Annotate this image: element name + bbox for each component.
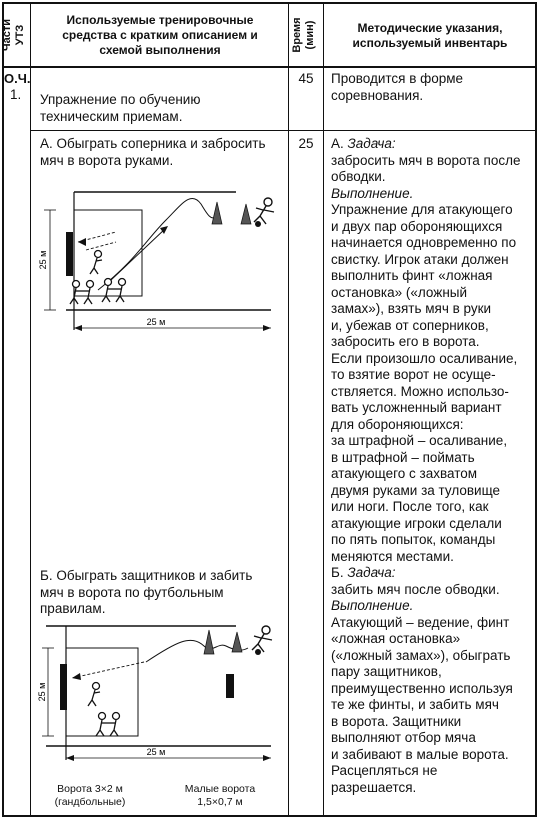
note-competition: Проводится в форме соревнования.	[331, 71, 464, 103]
notes-segment: Упражнение для атакующего и двух пар обороняющихся начинается одновременно по свистку. Игрок атаки должен выполнить финт «ложная остановка» («ложный замах»), взять мяч в руки и, убежав от соперников, забросить его в ворота. Если произошло осаливание, то взятие ворот не осуще- ствляется. Можно использо- вать усложненный вариант для обороняющихся: за штрафной – осаливание, в штрафной – поймать атакующего с захватом двумя руками за туловище или ноги. После того, как атакующие игроки сделали по пять попыток, команды меняются местами. Б.	[331, 202, 518, 580]
notes-segment: забросить мяч в ворота после обводки.	[331, 152, 521, 184]
diagram-a	[36, 180, 286, 350]
attacker-icon	[254, 198, 274, 224]
header-parts: Части УТЗ	[1, 18, 26, 52]
cone-icon	[204, 630, 214, 654]
part-label: О.Ч.	[4, 71, 31, 86]
defender-icon	[88, 683, 100, 707]
time-a: 25	[298, 136, 314, 151]
notes-segment: Атакующий – ведение, финт «ложная остановка» («ложный замах»), обыграть пару защитников, преимущественно используя те же финты, и забить мяч в ворота. Защитники выполняют отбор мяча и забивают в малые ворота. Расцепляться не разрешается.	[331, 614, 513, 795]
defender-icon	[102, 279, 126, 303]
dim-side-b: 25 м	[37, 682, 47, 702]
dim-bottom-b: 25 м	[146, 747, 166, 757]
ball-icon	[255, 221, 261, 227]
notes-segment: забить мяч после обводки.	[331, 581, 500, 597]
dim-bottom-a: 25 м	[146, 317, 166, 327]
exercise-b-title: Б. Обыграть защитников и забить мяч в ворота по футбольным правилам.	[40, 568, 253, 616]
notes-segment: Выполнение.	[331, 185, 414, 201]
handball-goal-icon	[60, 664, 67, 710]
table-border-top	[2, 2, 537, 4]
col-divider-1	[30, 2, 31, 816]
method-notes	[331, 136, 531, 796]
ball-icon	[255, 649, 261, 655]
cone-icon	[232, 632, 242, 652]
exercise-title: Упражнение по обучению техническим приемам.	[40, 92, 201, 124]
time-total: 45	[298, 71, 314, 86]
table-border-bottom	[2, 815, 537, 817]
notes-segment: А.	[331, 136, 348, 151]
cone-icon	[241, 204, 251, 224]
col-divider-2	[288, 2, 289, 816]
header-notes: Методические указания, используемый инвентарь	[352, 21, 508, 50]
exercise-a-title: А. Обыграть соперника и забросить мяч в ворота руками.	[40, 136, 266, 168]
header-means: Используемые тренировочные средства с кратким описанием и схемой выполнения	[62, 13, 258, 57]
dim-side-a: 25 м	[38, 250, 48, 270]
header-time: Время (мин)	[291, 17, 316, 53]
row-divider	[30, 130, 537, 131]
small-goal-icon	[226, 674, 234, 698]
col-divider-3	[323, 2, 324, 816]
cone-icon	[212, 202, 222, 224]
table-border-left	[2, 2, 4, 816]
attacker-icon	[252, 626, 272, 652]
defender-icon	[90, 251, 102, 275]
caption-handball-goal: Ворота 3×2 м (гандбольные)	[54, 783, 126, 808]
handball-goal-icon	[66, 232, 73, 276]
table-border-header	[2, 66, 537, 68]
exercise-index: 1.	[10, 87, 22, 102]
notes-segment: Задача:	[347, 565, 396, 580]
notes-segment: Задача:	[347, 136, 396, 151]
table-border-right	[535, 2, 537, 816]
defender-icon	[96, 713, 120, 737]
caption-small-goal: Малые ворота 1,5×0,7 м	[184, 783, 256, 808]
diagram-b	[36, 612, 286, 782]
notes-segment: Выполнение.	[331, 598, 414, 613]
